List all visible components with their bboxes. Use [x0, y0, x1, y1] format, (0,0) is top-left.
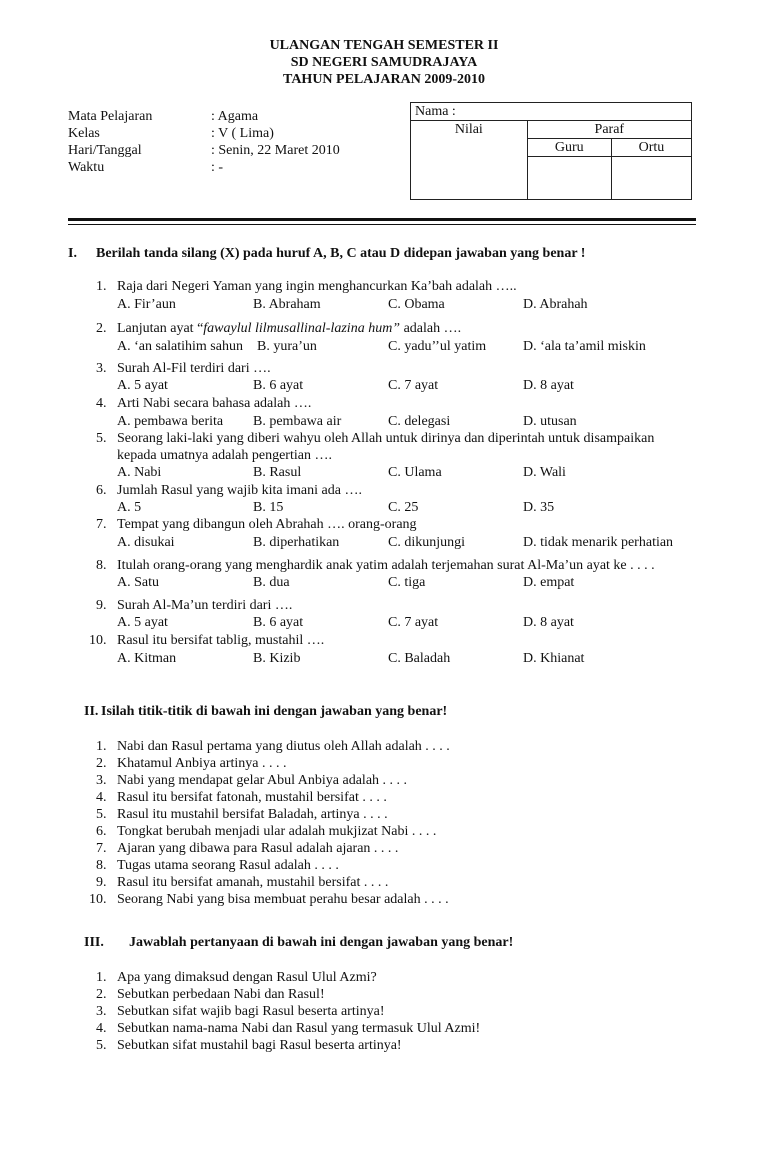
item-number: 1. — [96, 970, 107, 985]
item-number: 2. — [96, 756, 107, 771]
info-label: Kelas — [68, 126, 100, 141]
nama-field[interactable]: Nama : — [411, 103, 692, 121]
option-b[interactable]: B. Kizib — [253, 651, 301, 666]
item-number: 7. — [96, 841, 107, 856]
question-number: 1. — [96, 279, 107, 294]
question-text-italic: fawaylul lilmusallinal-lazina hum” — [203, 321, 401, 336]
fill-in-item: Rasul itu bersifat amanah, mustahil bersifat . . . . — [117, 875, 389, 890]
option-a[interactable]: A. Kitman — [117, 651, 177, 666]
question-number: 4. — [96, 396, 107, 411]
option-b[interactable]: B. 15 — [253, 500, 284, 515]
option-d[interactable]: D. Khianat — [523, 651, 585, 666]
info-label: Hari/Tanggal — [68, 143, 142, 158]
question-number: 2. — [96, 321, 107, 336]
score-box — [410, 102, 692, 200]
divider-thick — [68, 218, 696, 221]
info-value: : - — [211, 160, 224, 175]
question-text: Tempat yang dibangun oleh Abrahah …. orang-orang — [117, 517, 417, 532]
option-c[interactable]: C. 7 ayat — [388, 615, 439, 630]
info-value: : Senin, 22 Maret 2010 — [211, 143, 340, 158]
option-b[interactable]: B. pembawa air — [253, 414, 342, 429]
section3-title: Jawablah pertanyaan di bawah ini dengan jawaban yang benar! — [129, 935, 514, 950]
option-b[interactable]: B. Abraham — [253, 297, 321, 312]
item-number: 8. — [96, 858, 107, 873]
fill-in-item: Rasul itu mustahil bersifat Baladah, artinya . . . . — [117, 807, 388, 822]
option-a[interactable]: A. pembawa berita — [117, 414, 224, 429]
option-c[interactable]: C. dikunjungi — [388, 535, 466, 550]
question-text-post: adalah …. — [400, 321, 462, 336]
option-d[interactable]: D. tidak menarik perhatian — [523, 535, 674, 550]
option-d[interactable]: D. ‘ala ta’amil miskin — [523, 339, 646, 354]
option-c[interactable]: C. Ulama — [388, 465, 442, 480]
fill-in-item: Ajaran yang dibawa para Rasul adalah ajaran . . . . — [117, 841, 399, 856]
fill-in-item: Rasul itu bersifat fatonah, mustahil bersifat . . . . — [117, 790, 387, 805]
option-d[interactable]: D. empat — [523, 575, 575, 590]
item-number: 3. — [96, 773, 107, 788]
section2-number: II. — [84, 704, 99, 719]
item-number: 4. — [96, 1021, 107, 1036]
item-number: 3. — [96, 1004, 107, 1019]
section1-title: Berilah tanda silang (X) pada huruf A, B, C atau D didepan jawaban yang benar ! — [96, 246, 586, 261]
option-a[interactable]: A. Fir’aun — [117, 297, 176, 312]
option-b[interactable]: B. 6 ayat — [253, 615, 304, 630]
question-text-cont: kepada umatnya adalah pengertian …. — [117, 448, 332, 463]
option-a[interactable]: A. Satu — [117, 575, 159, 590]
option-b[interactable]: B. 6 ayat — [253, 378, 304, 393]
option-c[interactable]: C. tiga — [388, 575, 426, 590]
fill-in-item: Tugas utama seorang Rasul adalah . . . . — [117, 858, 339, 873]
option-b[interactable]: B. yura’un — [257, 339, 317, 354]
nilai-header: Nilai — [411, 121, 528, 200]
option-c[interactable]: C. delegasi — [388, 414, 451, 429]
option-b[interactable]: B. diperhatikan — [253, 535, 340, 550]
option-c[interactable]: C. Obama — [388, 297, 445, 312]
ortu-signature-cell[interactable] — [611, 157, 691, 200]
fill-in-item: Khatamul Anbiya artinya . . . . — [117, 756, 287, 771]
school-name: SD NEGERI SAMUDRAJAYA — [290, 55, 478, 70]
info-label: Waktu — [68, 160, 105, 175]
question-text: Surah Al-Fil terdiri dari …. — [117, 361, 271, 376]
option-b[interactable]: B. dua — [253, 575, 290, 590]
option-a[interactable]: A. ‘an salatihim sahun — [117, 339, 243, 354]
item-number: 4. — [96, 790, 107, 805]
item-number: 2. — [96, 987, 107, 1002]
info-value: : Agama — [211, 109, 259, 124]
fill-in-item: Seorang Nabi yang bisa membuat perahu besar adalah . . . . — [117, 892, 449, 907]
option-a[interactable]: A. 5 ayat — [117, 615, 168, 630]
option-c[interactable]: C. 25 — [388, 500, 419, 515]
paraf-header: Paraf — [527, 121, 691, 139]
fill-in-item: Tongkat berubah menjadi ular adalah mukjizat Nabi . . . . — [117, 824, 437, 839]
essay-item: Sebutkan sifat mustahil bagi Rasul beserta artinya! — [117, 1038, 402, 1053]
question-text: Seorang laki-laki yang diberi wahyu oleh Allah untuk dirinya dan diperintah untuk disampaikan — [117, 431, 655, 446]
option-a[interactable]: A. 5 — [117, 500, 142, 515]
option-d[interactable]: D. Wali — [523, 465, 566, 480]
info-label: Mata Pelajaran — [68, 109, 153, 124]
fill-in-item: Nabi dan Rasul pertama yang diutus oleh Allah adalah . . . . — [117, 739, 450, 754]
section2-title: Isilah titik-titik di bawah ini dengan jawaban yang benar! — [101, 704, 448, 719]
option-d[interactable]: D. 8 ayat — [523, 615, 574, 630]
option-c[interactable]: C. 7 ayat — [388, 378, 439, 393]
question-text: Arti Nabi secara bahasa adalah …. — [117, 396, 312, 411]
option-b[interactable]: B. Rasul — [253, 465, 302, 480]
guru-header: Guru — [527, 139, 611, 157]
question-text: Raja dari Negeri Yaman yang ingin menghancurkan Ka’bah adalah ….. — [117, 279, 517, 294]
question-number: 3. — [96, 361, 107, 376]
item-number: 6. — [96, 824, 107, 839]
item-number: 5. — [96, 1038, 107, 1053]
section1-number: I. — [68, 246, 77, 261]
option-c[interactable]: C. Baladah — [388, 651, 451, 666]
option-d[interactable]: D. Abrahah — [523, 297, 588, 312]
question-text: Surah Al-Ma’un terdiri dari …. — [117, 598, 293, 613]
academic-year: TAHUN PELAJARAN 2009-2010 — [283, 72, 485, 87]
exam-title: ULANGAN TENGAH SEMESTER II — [269, 38, 499, 53]
ortu-header: Ortu — [611, 139, 691, 157]
item-number: 1. — [96, 739, 107, 754]
question-number: 5. — [96, 431, 107, 446]
option-d[interactable]: D. 35 — [523, 500, 555, 515]
option-a[interactable]: A. 5 ayat — [117, 378, 168, 393]
option-c[interactable]: C. yadu’’ul yatim — [388, 339, 487, 354]
question-text — [117, 320, 461, 337]
question-text: Rasul itu bersifat tablig, mustahil …. — [117, 633, 325, 648]
info-value: : V ( Lima) — [211, 126, 274, 141]
question-number: 9. — [96, 598, 107, 613]
item-number: 9. — [96, 875, 107, 890]
question-number: 7. — [96, 517, 107, 532]
option-d[interactable]: D. utusan — [523, 414, 577, 429]
essay-item: Sebutkan perbedaan Nabi dan Rasul! — [117, 987, 325, 1002]
fill-in-item: Nabi yang mendapat gelar Abul Anbiya adalah . . . . — [117, 773, 408, 788]
question-text-pre: Lanjutan ayat “ — [117, 321, 204, 336]
question-number: 8. — [96, 558, 107, 573]
essay-item: Sebutkan nama-nama Nabi dan Rasul yang termasuk Ulul Azmi! — [117, 1021, 481, 1036]
option-d[interactable]: D. 8 ayat — [523, 378, 574, 393]
question-text: Itulah orang-orang yang menghardik anak yatim adalah terjemahan surat Al-Ma’un ayat ke . . . . — [117, 558, 655, 573]
guru-signature-cell[interactable] — [527, 157, 611, 200]
question-number: 6. — [96, 483, 107, 498]
item-number: 5. — [96, 807, 107, 822]
essay-item: Sebutkan sifat wajib bagi Rasul beserta artinya! — [117, 1004, 385, 1019]
question-text: Jumlah Rasul yang wajib kita imani ada …. — [117, 483, 362, 498]
item-number: 10. — [89, 892, 107, 907]
essay-item: Apa yang dimaksud dengan Rasul Ulul Azmi? — [117, 970, 377, 985]
option-a[interactable]: A. disukai — [117, 535, 175, 550]
option-a[interactable]: A. Nabi — [117, 465, 162, 480]
divider-thin — [68, 224, 696, 225]
section3-number: III. — [84, 935, 104, 950]
question-number: 10. — [89, 633, 107, 648]
